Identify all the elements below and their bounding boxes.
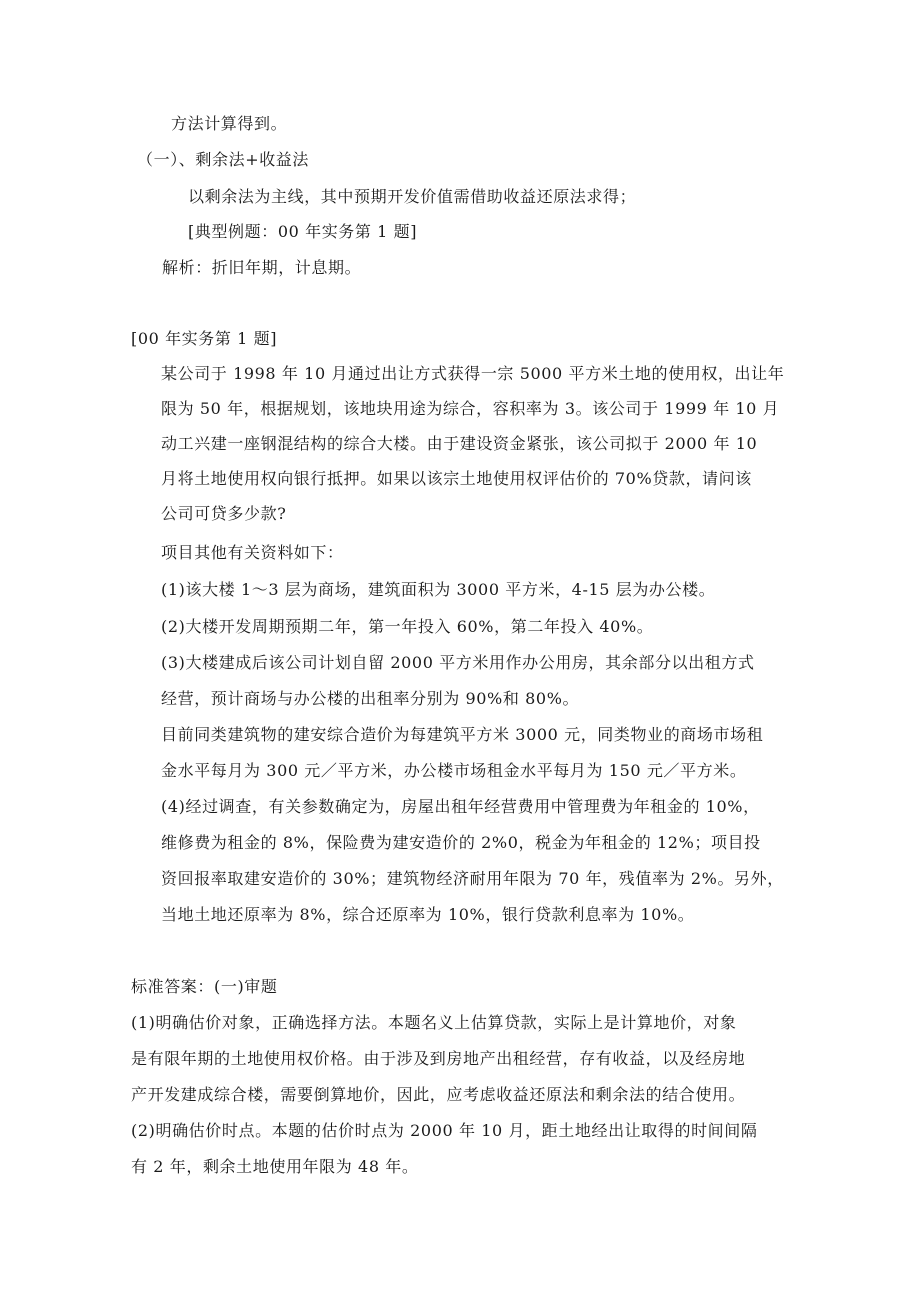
problem-line: (1)该大楼 1～3 层为商场，建筑面积为 3000 平方米，4-15 层为办公楼。	[161, 580, 716, 599]
problem-line: 经营，预计商场与办公楼的出租率分别为 90%和 80%。	[161, 689, 580, 708]
answer-line: (1)明确估价对象，正确选择方法。本题名义上估算贷款，实际上是计算地价，对象	[131, 1013, 737, 1032]
answer-line: 产开发建成综合楼，需要倒算地价，因此，应考虑收益还原法和剩余法的结合使用。	[131, 1085, 746, 1104]
problem-line: 月将土地使用权向银行抵押。如果以该宗土地使用权评估价的 70%贷款，请问该	[161, 469, 752, 488]
answer-line: (2)明确估价时点。本题的估价时点为 2000 年 10 月，距土地经出让取得的时间间隔	[131, 1121, 758, 1140]
analysis-line: 解析：折旧年期，计息期。	[162, 258, 362, 277]
problem-line: 公司可贷多少款?	[161, 504, 287, 523]
problem-line: (3)大楼建成后该公司计划自留 2000 平方米用作办公用房，其余部分以出租方式	[161, 653, 755, 672]
problem-line: 资回报率取建安造价的 30%；建筑物经济耐用年限为 70 年，残值率为 2%。另外，	[161, 869, 784, 888]
problem-line: 目前同类建筑物的建安综合造价为每建筑平方米 3000 元，同类物业的商场市场租	[161, 725, 764, 744]
intro-line: 方法计算得到。	[171, 114, 288, 133]
example-reference: [典型例题：00 年实务第 1 题]	[188, 222, 418, 241]
answer-line: 有 2 年，剩余土地使用年限为 48 年。	[131, 1157, 419, 1176]
problem-line: 金水平每月为 300 元／平方米，办公楼市场租金水平每月为 150 元／平方米。	[161, 761, 747, 780]
problem-title: [00 年实务第 1 题]	[131, 329, 278, 348]
answer-heading: 标准答案：(一)审题	[131, 977, 278, 996]
problem-line: 某公司于 1998 年 10 月通过出让方式获得一宗 5000 平方米土地的使用权，出让年	[161, 364, 785, 383]
problem-line: 动工兴建一座钢混结构的综合大楼。由于建设资金紧张，该公司拟于 2000 年 10	[161, 434, 758, 453]
section-heading: （一）、剩余法+收益法	[137, 150, 310, 169]
problem-line: 限为 50 年，根据规划，该地块用途为综合，容积率为 3。该公司于 1999 年 10 月	[161, 399, 780, 418]
problem-line: 当地土地还原率为 8%，综合还原率为 10%，银行贷款利息率为 10%。	[161, 905, 695, 924]
problem-line: 项目其他有关资料如下：	[161, 543, 344, 562]
problem-line: (2)大楼开发周期预期二年，第一年投入 60%，第二年投入 40%。	[161, 617, 654, 636]
problem-line: 维修费为租金的 8%，保险费为建安造价的 2%0，税金为年租金的 12%；项目投	[161, 833, 761, 852]
intro-line: 以剩余法为主线，其中预期开发价值需借助收益还原法求得；	[188, 187, 637, 206]
answer-line: 是有限年期的土地使用权价格。由于涉及到房地产出租经营，存有收益，以及经房地	[131, 1049, 746, 1068]
problem-line: (4)经过调查，有关参数确定为，房屋出租年经营费用中管理费为年租金的 10%，	[161, 797, 760, 816]
